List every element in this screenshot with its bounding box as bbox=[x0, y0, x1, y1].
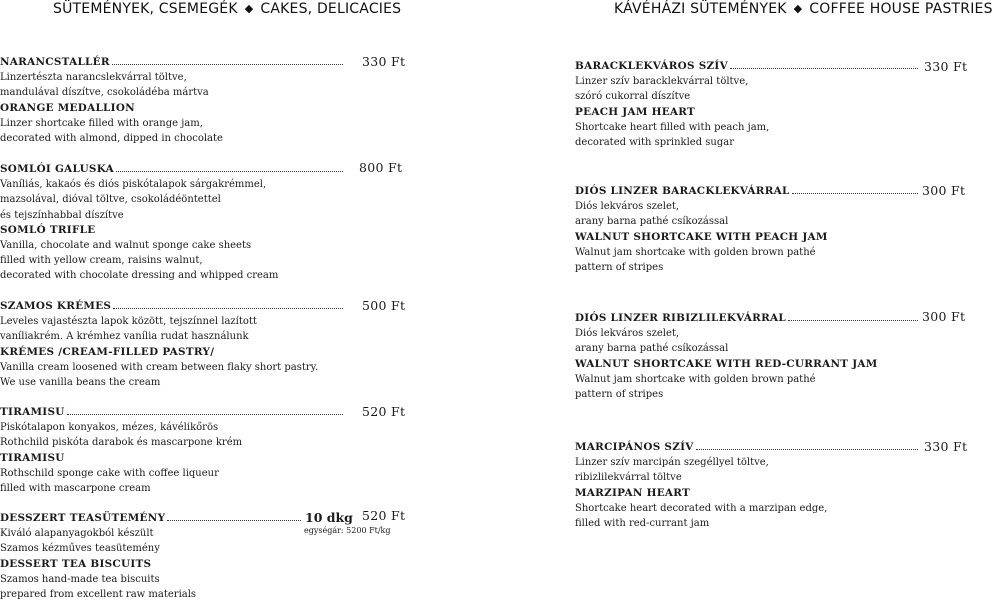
item-name: NARANCSTALLÉR bbox=[0, 56, 110, 68]
item-desc-en: Vanilla, chocolate and walnut sponge cake sheets bbox=[0, 240, 252, 252]
item-desc-hu: Leveles vajastészta lapok között, tejszínnel lazított bbox=[0, 316, 257, 328]
menu-item-marzipan-heart bbox=[575, 440, 920, 531]
item-name: DIÓS LINZER BARACKLEKVÁRRAL bbox=[575, 185, 790, 197]
item-desc-hu: mazsolával, dióval töltve, csokoládéöntettel bbox=[0, 194, 221, 206]
item-price: 520 Ft bbox=[362, 508, 406, 523]
item-desc-hu: szóró cukorral díszítve bbox=[575, 91, 691, 103]
menu-item-tea-biscuits bbox=[0, 511, 345, 602]
leader-dots bbox=[696, 449, 918, 450]
item-desc-en: Rothschild sponge cake with coffee liqueur bbox=[0, 467, 219, 479]
item-name-en: MARZIPAN HEART bbox=[575, 486, 691, 499]
leader-dots bbox=[730, 68, 918, 69]
item-desc-hu: Diós lekváros szelet, bbox=[575, 201, 680, 213]
section-header-pastries bbox=[614, 1, 993, 17]
menu-item-tiramisu bbox=[0, 405, 345, 496]
item-name: TIRAMISU bbox=[0, 406, 65, 418]
item-desc-en: pattern of stripes bbox=[575, 389, 664, 401]
menu-item-kremes bbox=[0, 299, 345, 390]
item-desc-hu: Kiváló alapanyagokból készült bbox=[0, 528, 154, 540]
item-desc-en: Shortcake heart decorated with a marzipan edge, bbox=[575, 502, 828, 514]
item-name-en: WALNUT SHORTCAKE WITH RED-CURRANT JAM bbox=[575, 357, 878, 370]
item-desc-en: Linzer shortcake filled with orange jam, bbox=[0, 117, 203, 129]
leader-dots bbox=[67, 414, 343, 415]
item-desc-hu: és tejszínhabbal díszítve bbox=[0, 209, 124, 221]
item-desc-en: We use vanilla beans the cream bbox=[0, 377, 161, 389]
item-desc-hu: vaníliakrém. A krémhez vanília rudat használunk bbox=[0, 331, 249, 343]
item-name-en: KRÉMES /CREAM-FILLED PASTRY/ bbox=[0, 345, 215, 358]
item-price: 300 Ft bbox=[922, 309, 966, 324]
header-hu: SÜTEMÉNYEK, CSEMEGÉK bbox=[53, 1, 238, 17]
menu-item-naranstaller bbox=[0, 55, 345, 146]
unit-price-note: egységár: 5200 Ft/kg bbox=[304, 526, 391, 535]
item-desc-hu: Linzer szív marcipán szegéllyel töltve, bbox=[575, 457, 769, 469]
menu-item-peach-heart bbox=[575, 59, 920, 150]
item-desc-hu: Rothchild piskóta darabok és mascarpone krém bbox=[0, 437, 243, 449]
diamond-icon: ◆ bbox=[793, 2, 803, 15]
item-desc-hu: arany barna pathé csíkozással bbox=[575, 343, 729, 355]
item-name-en: DESSERT TEA BISCUITS bbox=[0, 557, 152, 570]
item-name-en: PEACH JAM HEART bbox=[575, 105, 696, 118]
item-name-en: SOMLÓ TRIFLE bbox=[0, 223, 96, 236]
leader-dots bbox=[792, 193, 918, 194]
header-en: COFFEE HOUSE PASTRIES bbox=[809, 1, 993, 17]
item-desc-en: decorated with almond, dipped in chocolate bbox=[0, 133, 223, 145]
item-desc-hu: Szamos kézműves teasütemény bbox=[0, 543, 160, 555]
item-desc-en: Vanilla cream loosened with cream between flaky short pastry. bbox=[0, 361, 319, 373]
item-desc-hu: Linzertészta narancslekvárral töltve, bbox=[0, 72, 187, 84]
menu-item-linzer-redcurrant bbox=[575, 311, 920, 402]
item-desc-en: Walnut jam shortcake with golden brown pathé bbox=[575, 246, 816, 258]
leader-dots bbox=[116, 171, 343, 172]
item-desc-hu: ribizlilekvárral töltve bbox=[575, 472, 682, 484]
header-en: CAKES, DELICACIES bbox=[260, 1, 402, 17]
menu-item-somloi bbox=[0, 162, 345, 284]
item-name-en: TIRAMISU bbox=[0, 451, 65, 464]
leader-dots bbox=[112, 64, 343, 65]
item-price: 800 Ft bbox=[359, 160, 403, 175]
item-name: SZAMOS KRÉMES bbox=[0, 300, 112, 312]
item-desc-en: Walnut jam shortcake with golden brown pathé bbox=[575, 373, 816, 385]
item-desc-en: filled with yellow cream, raisins walnut, bbox=[0, 255, 203, 267]
item-desc-hu: Linzer szív baracklekvárral töltve, bbox=[575, 76, 749, 88]
section-header-cakes bbox=[53, 1, 401, 17]
item-desc-en: Shortcake heart filled with peach jam, bbox=[575, 121, 770, 133]
item-quantity: 10 dkg bbox=[305, 510, 353, 525]
item-name: MARCIPÁNOS SZÍV bbox=[575, 441, 694, 453]
item-price: 330 Ft bbox=[924, 439, 968, 454]
item-name: DESSZERT TEASÜTEMÉNY bbox=[0, 512, 166, 524]
item-desc-en: Szamos hand-made tea biscuits bbox=[0, 573, 160, 585]
item-desc-en: pattern of stripes bbox=[575, 262, 664, 274]
item-price: 500 Ft bbox=[362, 298, 406, 313]
item-desc-en: decorated with sprinkled sugar bbox=[575, 137, 735, 149]
item-desc-hu: Vaníliás, kakaós és diós piskótalapok sárgakrémmel, bbox=[0, 179, 267, 191]
item-name-en: ORANGE MEDALLION bbox=[0, 101, 135, 114]
header-hu: KÁVÉHÁZI SÜTEMÉNYEK bbox=[614, 1, 787, 17]
item-desc-en: filled with red-currant jam bbox=[575, 518, 710, 530]
item-desc-en: filled with mascarpone cream bbox=[0, 483, 151, 495]
item-name: DIÓS LINZER RIBIZLILEKVÁRRAL bbox=[575, 312, 786, 324]
leader-dots bbox=[167, 520, 301, 521]
item-name: SOMLÓI GALUSKA bbox=[0, 163, 115, 175]
item-price: 330 Ft bbox=[924, 59, 968, 74]
item-name: BARACKLEKVÁROS SZÍV bbox=[575, 60, 728, 72]
item-desc-en: decorated with chocolate dressing and whipped cream bbox=[0, 270, 279, 282]
item-price: 330 Ft bbox=[362, 54, 406, 69]
item-desc-hu: Diós lekváros szelet, bbox=[575, 328, 680, 340]
item-name-en: WALNUT SHORTCAKE WITH PEACH JAM bbox=[575, 230, 828, 243]
item-price: 520 Ft bbox=[362, 404, 406, 419]
menu-item-linzer-peach bbox=[575, 184, 920, 275]
leader-dots bbox=[788, 320, 918, 321]
diamond-icon: ◆ bbox=[244, 2, 254, 15]
item-price: 300 Ft bbox=[922, 183, 966, 198]
item-desc-en: prepared from excellent raw materials bbox=[0, 589, 197, 601]
leader-dots bbox=[113, 308, 343, 309]
item-desc-hu: arany barna pathé csíkozással bbox=[575, 216, 729, 228]
item-desc-hu: mandulával díszítve, csokoládéba mártva bbox=[0, 87, 209, 99]
item-desc-hu: Piskótalapon konyakos, mézes, kávélikőrös bbox=[0, 422, 219, 434]
